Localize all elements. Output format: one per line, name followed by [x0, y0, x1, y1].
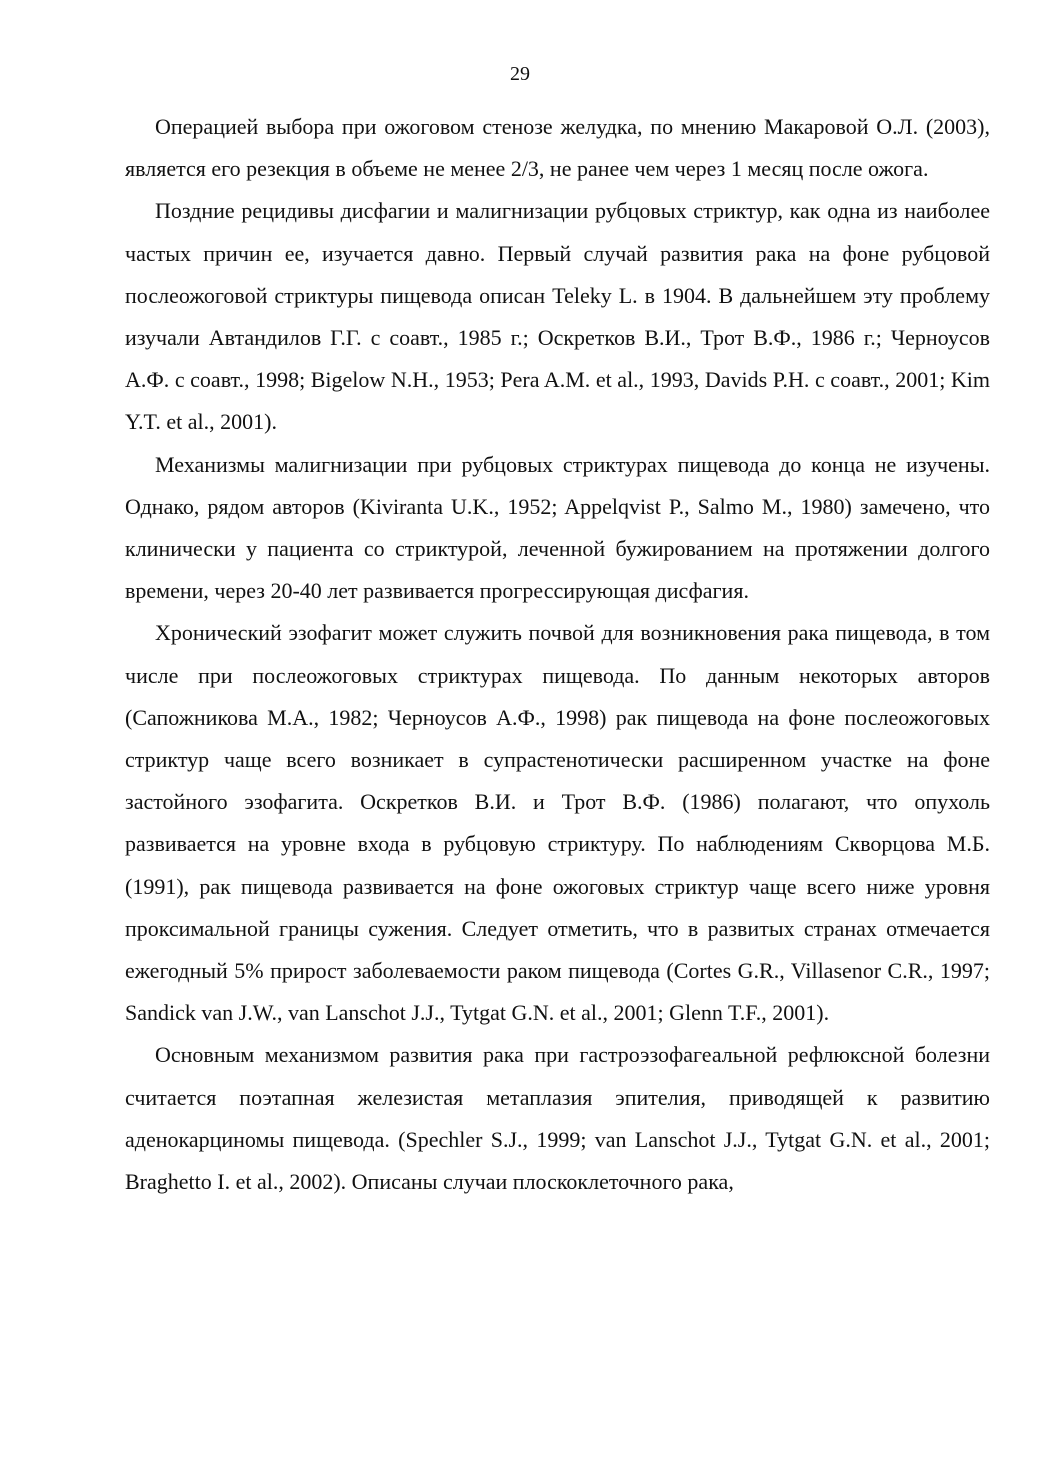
paragraph-malignization-mechanisms: Механизмы малигнизации при рубцовых стриктурах пищевода до конца не изучены. Однако, рядом авторов (Kiviranta U.K., 1952; Appelqvist P., Salmo M., 1980) замечено, что клинически у пациента со стриктурой, леченной бужированием на протяжении долгого времени, через 20-40 лет развивается прогрессирующая дисфагия.: [125, 451, 990, 604]
paragraph-resection-choice: Операцией выбора при ожоговом стенозе желудка, по мнению Макаровой О.Л. (2003), является его резекция в объеме не менее 2/3, не ранее чем через 1 месяц после ожога.: [125, 114, 990, 182]
page-number: 29: [510, 63, 530, 85]
paragraph-chronic-esophagitis: Хронический эзофагит может служить почвой для возникновения рака пищевода, в том числе при послеожоговых стриктурах пищевода. По данным некоторых авторов (Сапожникова М.А., 1982; Черноусов А.Ф., 1998) рак пищевода на фоне послеожоговых стриктур чаще всего возникает в супрастенотически расширенном участке на фоне застойного эзофагита. Оскретков В.И. и Трот В.Ф. (1986) полагают, что опухоль развивается на уровне входа в рубцовую стриктуру. По наблюдениям Скворцова М.Б. (1991), рак пищевода развивается на фоне ожоговых стриктур чаще всего ниже уровня проксимальной границы сужения. Следует отметить, что в развитых странах отмечается ежегодный 5% прирост заболеваемости раком пищевода (Cortes G.R., Villasenor C.R., 1997; Sandick van J.W., van Lanschot J.J., Tytgat G.N. et al., 2001; Glenn T.F., 2001).: [125, 620, 990, 1026]
text-body: [125, 106, 990, 1203]
paragraph-gerd-mechanism: Основным механизмом развития рака при гастроэзофагеальной рефлюксной болезни считается поэтапная железистая метаплазия эпителия, приводящей к развитию аденокарциномы пищевода. (Spechler S.J., 1999; van Lanschot J.J., Tytgat G.N. et al., 2001; Braghetto I. et al., 2002). Описаны случаи плоскоклеточного рака,: [125, 1042, 990, 1195]
paragraph-late-recurrence: Поздние рецидивы дисфагии и малигнизации рубцовых стриктур, как одна из наиболее частых причин ее, изучается давно. Первый случай развития рака на фоне рубцовой послеожоговой стриктуры пищевода описан Teleky L. в 1904. В дальнейшем эту проблему изучали Автандилов Г.Г. с соавт., 1985 г.; Оскретков В.И., Трот В.Ф., 1986 г.; Черноусов А.Ф. с соавт., 1998; Bigelow N.H., 1953; Pera A.M. et al., 1993, Davids P.H. с соавт., 2001; Kim Y.T. et al., 2001).: [125, 198, 990, 435]
